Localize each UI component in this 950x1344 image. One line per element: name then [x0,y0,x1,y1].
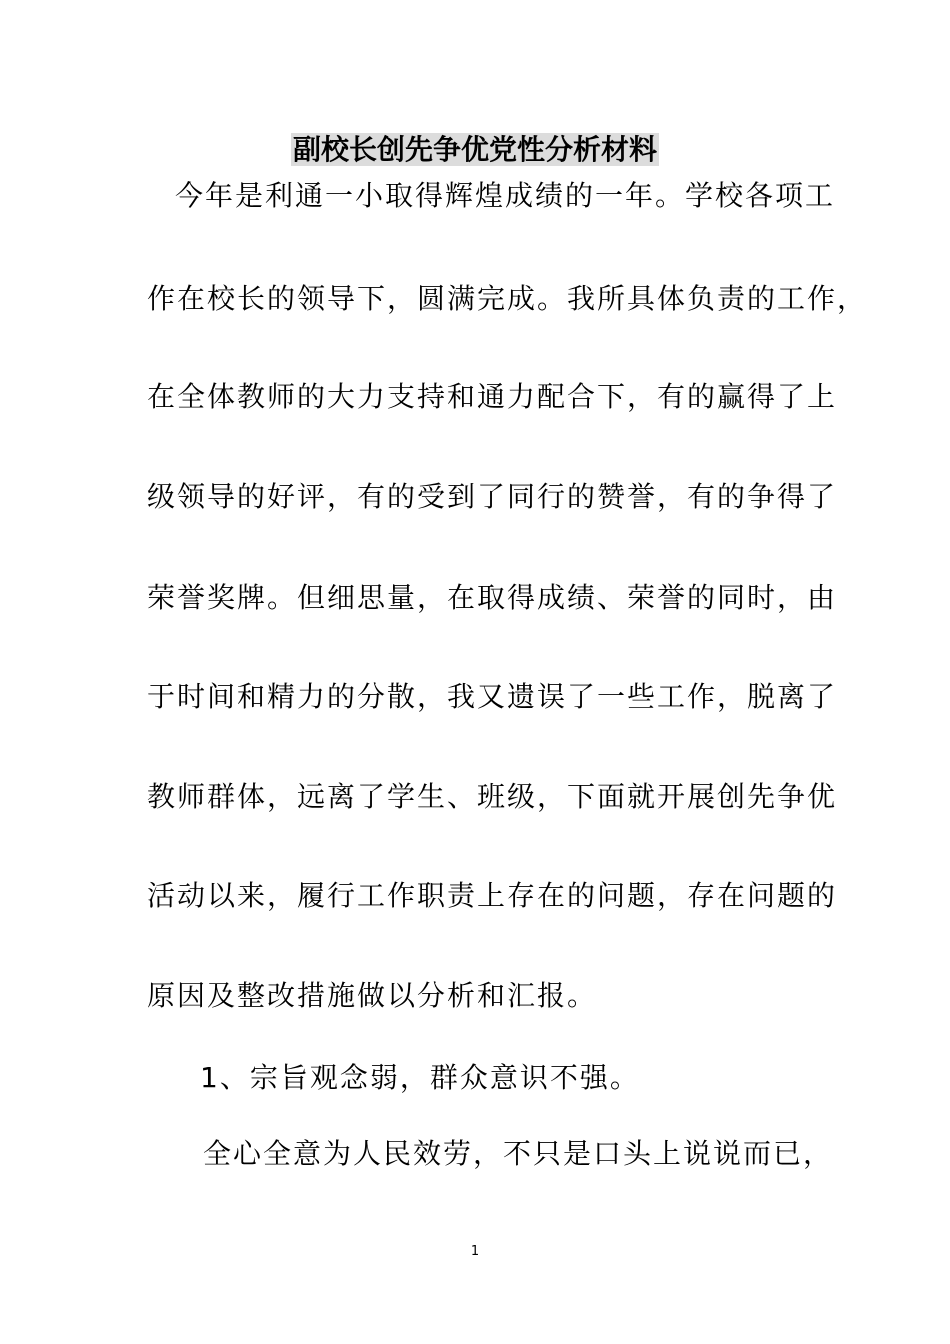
document-title [0,130,950,170]
section-heading-1: 1、宗旨观念弱，群众意识不强。 [200,1061,640,1094]
document-title-text: 副校长创先争优党性分析材料 [292,133,657,166]
body-line-1: 今年是利通一小取得辉煌成绩的一年。学校各项工 [175,179,836,212]
page-number: 1 [470,1244,480,1259]
body-line-9: 原因及整改措施做以分析和汇报。 [147,979,598,1012]
body-line-11: 全心全意为人民效劳，不只是口头上说说而已， [203,1137,834,1170]
body-line-8: 活动以来，履行工作职责上存在的问题，存在问题的 [147,879,838,912]
body-line-2: 作在校长的领导下，圆满完成。我所具体负责的工作， [147,282,868,315]
body-line-6: 于时间和精力的分散，我又遗误了一些工作，脱离了 [147,680,838,713]
body-line-7: 教师群体，远离了学生、班级，下面就开展创先争优 [147,780,838,813]
body-line-4: 级领导的好评，有的受到了同行的赞誉，有的争得了 [147,480,838,513]
body-line-5: 荣誉奖牌。但细思量，在取得成绩、荣誉的同时，由 [147,581,838,614]
body-line-3: 在全体教师的大力支持和通力配合下，有的赢得了上 [147,380,838,413]
